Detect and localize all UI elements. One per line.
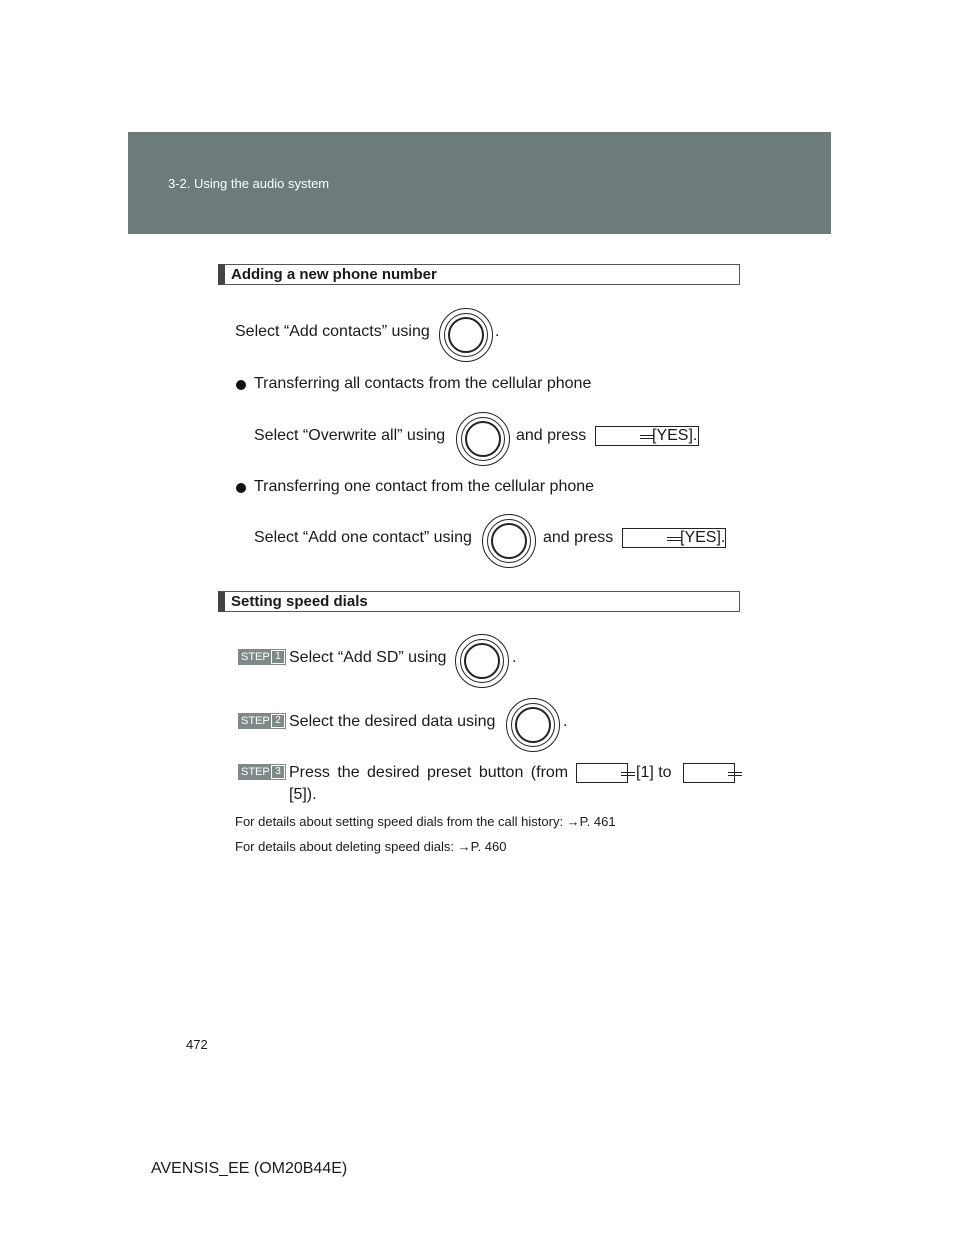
tune-dial-icon [456, 412, 510, 466]
page-number: 472 [186, 1037, 208, 1052]
section-title-speed-dials: Setting speed dials [218, 591, 740, 612]
bullet-icon [236, 380, 246, 390]
tune-dial-icon [506, 698, 560, 752]
step1-end: . [512, 649, 517, 666]
preset-button-icon [576, 763, 628, 783]
add-one-text: Select “Add one contact” using [254, 529, 472, 546]
step3-to: [1] to [636, 764, 672, 781]
add-one-press: and press [543, 529, 614, 546]
step-badge-3: STEP 3 [238, 764, 286, 780]
bullet-all-contacts: Transferring all contacts from the cellular phone [254, 375, 592, 392]
tune-dial-icon [482, 514, 536, 568]
overwrite-press: and press [516, 427, 587, 444]
step2-text: Select the desired data using [289, 713, 496, 730]
note-deleting: For details about deleting speed dials: →P. 460 [235, 839, 507, 854]
overwrite-text: Select “Overwrite all” using [254, 427, 446, 444]
bullet-icon [236, 483, 246, 493]
intro-end: . [495, 323, 500, 340]
header-section-title: 3-2. Using the audio system [168, 176, 330, 191]
step1-text: Select “Add SD” using [289, 649, 447, 666]
tune-dial-icon [439, 308, 493, 362]
intro-text: Select “Add contacts” using [235, 323, 430, 340]
tune-dial-icon [455, 634, 509, 688]
add-one-yes: [YES]. [680, 529, 726, 546]
step-badge-1: STEP 1 [238, 649, 286, 665]
step3-end: [5]). [289, 786, 317, 803]
step3-text: Press the desired preset button (from [289, 764, 569, 781]
overwrite-yes: [YES]. [652, 427, 698, 444]
bullet-one-contact: Transferring one contact from the cellular phone [254, 478, 595, 495]
section-title-add-phone: Adding a new phone number [218, 264, 740, 285]
footer-model-code: AVENSIS_EE (OM20B44E) [151, 1160, 348, 1177]
step-badge-2: STEP 2 [238, 713, 286, 729]
note-call-history: For details about setting speed dials from the call history: →P. 461 [235, 814, 616, 829]
step2-end: . [563, 713, 568, 730]
preset-button-icon [683, 763, 735, 783]
